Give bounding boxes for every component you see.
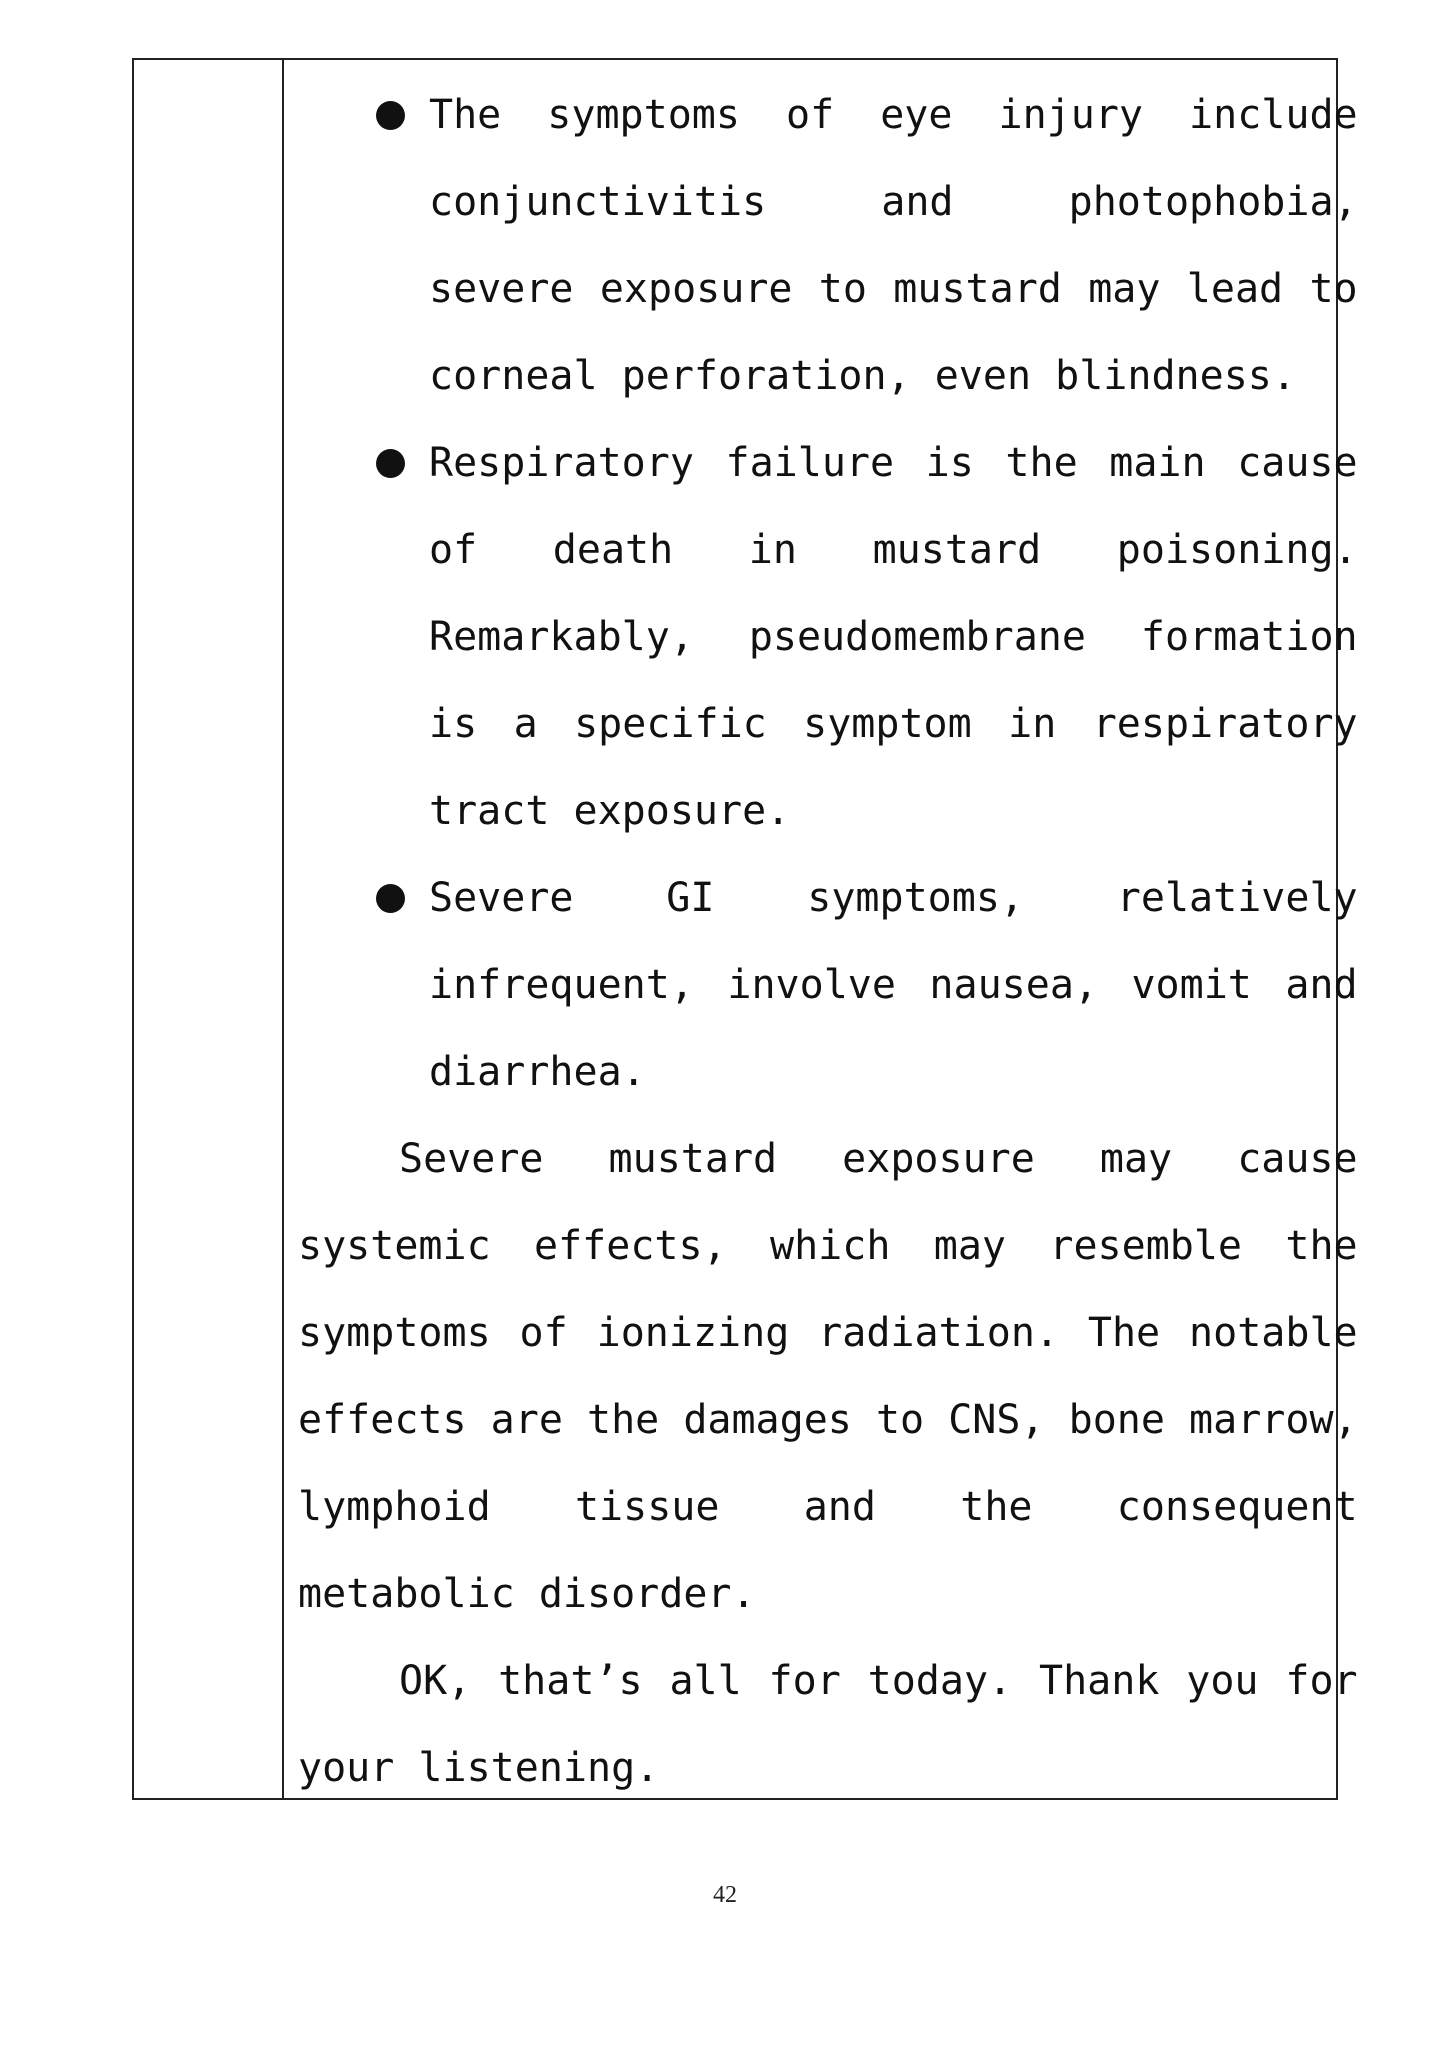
bullet-line: tract exposure. bbox=[429, 788, 791, 834]
paragraph-line: effects are the damages to CNS, bone marrow, bbox=[298, 1397, 1358, 1443]
bullet-dot-icon bbox=[376, 449, 405, 478]
bullet-line: The symptoms of eye injury include bbox=[429, 92, 1358, 138]
bullet-line: Severe GI symptoms, relatively bbox=[429, 875, 1358, 921]
paragraph-closing bbox=[298, 1638, 1358, 1812]
paragraph-systemic-effects bbox=[298, 1116, 1358, 1638]
paragraph-line: Severe mustard exposure may cause bbox=[399, 1136, 1358, 1182]
bullet-item-gi-symptoms bbox=[298, 855, 1358, 1116]
bullet-line: conjunctivitis and photophobia, bbox=[429, 179, 1358, 225]
bullet-line: Respiratory failure is the main cause bbox=[429, 440, 1358, 486]
bullet-item-respiratory-failure bbox=[298, 420, 1358, 855]
bullet-line: infrequent, involve nausea, vomit and bbox=[429, 962, 1358, 1008]
bullet-line: severe exposure to mustard may lead to bbox=[429, 266, 1358, 312]
paragraph-line: your listening. bbox=[298, 1745, 660, 1791]
content-table bbox=[132, 58, 1358, 1800]
bullet-dot-icon bbox=[376, 884, 405, 913]
bullet-line: of death in mustard poisoning. bbox=[429, 527, 1358, 573]
bullet-dot-icon bbox=[376, 101, 405, 130]
paragraph-line: OK, that’s all for today. Thank you for bbox=[399, 1658, 1358, 1704]
right-column-text-cell bbox=[284, 60, 1374, 1798]
bullet-line: corneal perforation, even blindness. bbox=[429, 353, 1296, 399]
paragraph-line: lymphoid tissue and the consequent bbox=[298, 1484, 1358, 1530]
paragraph-line: systemic effects, which may resemble the bbox=[298, 1223, 1358, 1269]
bullet-item-eye-injury bbox=[298, 72, 1358, 420]
paragraph-line: symptoms of ionizing radiation. The notable bbox=[298, 1310, 1358, 1356]
left-column-empty-cell bbox=[134, 60, 284, 1798]
bullet-line: Remarkably, pseudomembrane formation bbox=[429, 614, 1358, 660]
bullet-line: diarrhea. bbox=[429, 1049, 646, 1095]
page-number: 42 bbox=[713, 1882, 737, 1908]
paragraph-line: metabolic disorder. bbox=[298, 1571, 756, 1617]
bullet-line: is a specific symptom in respiratory bbox=[429, 701, 1358, 747]
